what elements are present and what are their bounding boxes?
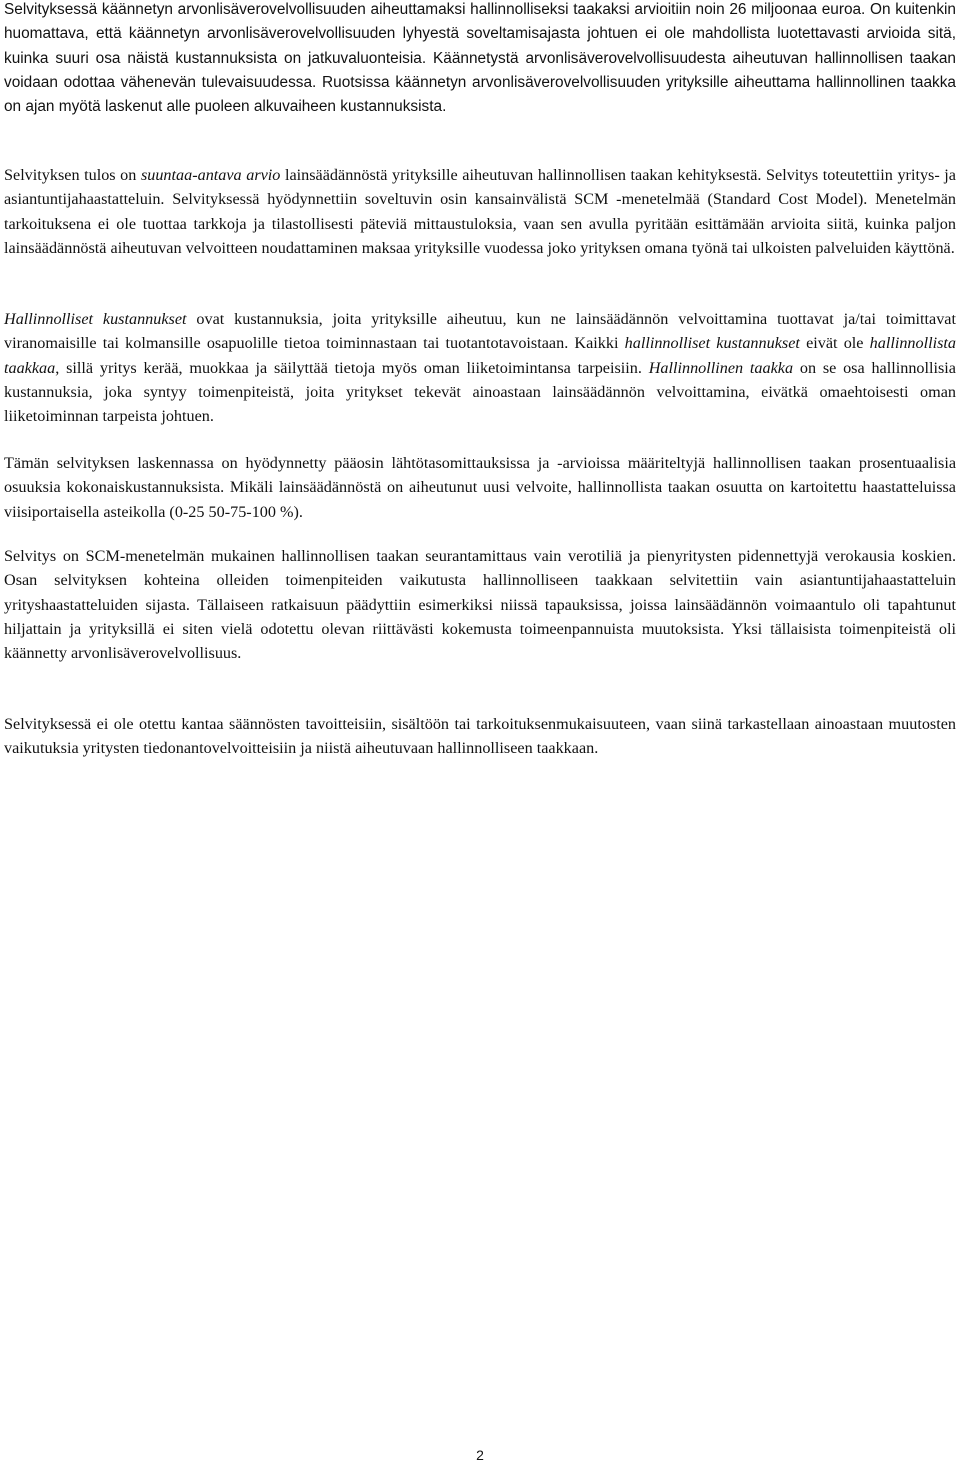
page-number: 2 — [476, 1447, 484, 1463]
paragraph-method-text: Selvityksen tulos on — [4, 166, 141, 184]
term-administrative-burden: hallinnollista taakkaa — [4, 334, 957, 377]
paragraph-definitions-text: ovat kustannuksia, joita yrityksille aiheutuu, kun ne lainsäädännön velvoittamina tuottavat ja/tai toimittavat viranomaisille tai kolmansille osapuolille tietoa toiminnastaan tai tuotantotavoistaan. Kaikki — [4, 310, 956, 353]
paragraph-definitions-text: on se osa hallinnollisia kustannuksia, joka syntyy toimenpiteistä, joita yritykset tekevät ainoastaan lainsäädännön velvoittamina, eivätkä omaehtoisesti oman liiketoiminnan tarpeista johtuen. — [4, 358, 956, 426]
paragraph-calculation: Tämän selvityksen laskennassa on hyödynnetty pääosin lähtötasomittauksissa ja -arvioissa määriteltyjä hallinnollisen taakan prosentuaalisia osuuksia kokonaiskustannuksista. Mikäli lainsäädännöstä on aiheutunut uusi velvoite, hallinnollista taakan osuutta on kartoitettu haastatteluissa viisiportaisella asteikolla (0-25 50-75-100 %). — [4, 454, 956, 521]
term-administrative-costs: Hallinnolliset kustannukset — [4, 310, 187, 328]
paragraph-definitions-text: eivät ole — [799, 334, 870, 353]
paragraph-scope: Selvitys on SCM-menetelmän mukainen hallinnollisen taakan seurantamittaus vain verotiliä ja pienyritysten pidennettyjä verokausia koskien. Osan selvityksen kohteina olleiden toimenpiteiden vaikutusta hallinnolliseen taakkaan selvitettiin vain asiantuntijahaastatteluin yrityshaastatteluiden sijasta. Tällaiseen ratkaisuun päädyttiin esimerkiksi niissä tapauksissa, joissa lainsäädännön voimaantulo oli tapahtunut hiljattain ja yrityksillä ei siten vielä odotettu olevan riittävästi kokemusta toimeenpannuista muutoksista. Yksi tällaisista toimenpiteistä oli käännetty arvonlisäverovelvollisuus. — [4, 547, 956, 663]
paragraph-method — [4, 163, 956, 260]
paragraph-method-emphasis: suuntaa-antava arvio — [140, 166, 281, 184]
paragraph-summary: Selvityksessä käännetyn arvonlisäverovelvollisuuden aiheuttamaksi hallinnolliseksi taakaksi arvioitiin noin 26 miljoonaa euroa. On kuitenkin huomattava, että käännetyn arvonlisäverovelvollisuuden lyhyestä soveltamisajasta johtuen ei ole mahdollista luotettavasti arvioida sitä, kuinka suuri osa näistä kustannuksista on jatkuvaluonteisia. Käännetystä arvonlisäverovelvollisuudesta aiheutuvan hallinnollisen taakan voidaan odottaa vähenevän tulevaisuudessa. Ruotsissa käännetyn arvonlisäverovelvollisuuden yrityksille aiheuttama hallinnollinen taakka on ajan myötä laskenut alle puoleen alkuvaiheen kustannuksista. — [4, 1, 956, 116]
paragraph-limitations: Selvityksessä ei ole otettu kantaa säännösten tavoitteisiin, sisältöön tai tarkoituksenmukaisuuteen, vaan siinä tarkastellaan ainoastaan muutosten vaikutuksia yritysten tiedonantovelvoitteisiin ja niistä aiheutuvaan hallinnolliseen taakkaan. — [4, 715, 956, 758]
term-administrative-costs: hallinnolliset kustannukset — [624, 334, 800, 353]
paragraph-definitions-text: , sillä yritys kerää, muokkaa ja säilyttää tietoja myös oman liiketoimintansa tarpeisiin. — [55, 358, 649, 377]
paragraph-method-text: lainsäädännöstä yrityksille aiheutuvan hallinnollisen taakan kehityksestä. Selvitys toteutettiin yritys- ja asiantuntijahaastatteluin. Selvityksessä hyödynnettiin soveltuvin osin kansainvälistä SCM -menetelmää (Standard Cost Model). Menetelmän tarkoituksena ei ole tuottaa tarkkoja ja tilastollisesti päteviä mittaustuloksia, vaan sen avulla pyritään esittämään arvioita siitä, kuinka paljon lainsäädännöstä aiheutuvan velvoitteen noudattaminen maksaa yrityksille vuodessa joko yrityksen omana työnä tai ulkoisten palveluiden käyttönä. — [4, 166, 956, 257]
paragraph-definitions — [4, 307, 956, 428]
term-administrative-burden: Hallinnollinen taakka — [648, 358, 794, 377]
